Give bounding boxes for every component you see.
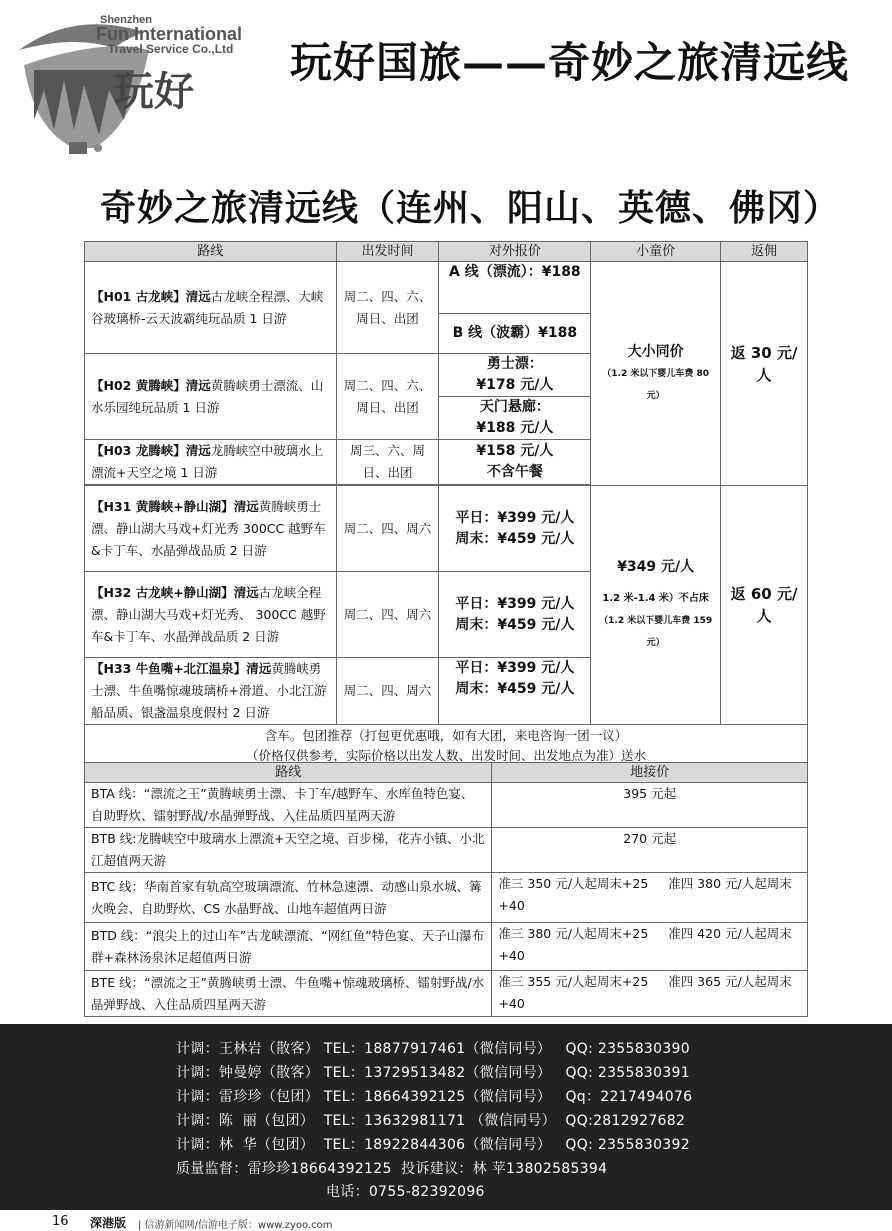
departure-cell: 周二、四、周六 bbox=[336, 486, 439, 572]
route-cell: BTB 线:龙腾峡空中玻璃水上漂流+天空之境、百步梯，花卉小镇、小北江超值两天游 bbox=[85, 828, 492, 873]
price-cell: A 线（漂流）：¥188 bbox=[439, 262, 591, 314]
local-price-table bbox=[84, 762, 808, 1017]
child-price-cell: 大小同价 （1.2 米以下婴儿车费 80 元） bbox=[591, 262, 721, 486]
price-cell: B 线（波霸）¥188 bbox=[439, 314, 591, 354]
route-cell: BTD 线：“浪尖上的过山车”古龙峡漂流、“网红鱼”特色宴、天子山瀑布群+森林汤泉沐足超值两日游 bbox=[85, 923, 492, 971]
header-route: 路线 bbox=[85, 242, 337, 262]
departure-cell: 周二、四、周六 bbox=[336, 572, 439, 658]
contact-line: 计调：陈 丽（包团） TEL：13632981171 （微信同号） QQ:2812927682 bbox=[176, 1113, 686, 1129]
table-header-row bbox=[85, 242, 808, 262]
local-price-cell: 准三 355 元/人起周末+25 准四 365 元/人起周末+40 bbox=[492, 971, 808, 1017]
page-number: 16 bbox=[52, 1214, 69, 1229]
table-row bbox=[85, 262, 808, 314]
header-local-price: 地接价 bbox=[492, 763, 808, 783]
header-child-price: 小童价 bbox=[591, 242, 721, 262]
price-cell: ¥158 元/人 不含午餐 bbox=[439, 440, 591, 485]
site-label: | 信游新闻网/信游电子版：www.zyoo.com bbox=[138, 1220, 333, 1231]
route-cell: BTE 线：“漂流之王”黄腾峡勇士漂、牛鱼嘴+惊魂玻璃桥、镭射野战/水晶弹野战、入住品质四星两天游 bbox=[85, 971, 492, 1017]
page-footer bbox=[0, 1210, 892, 1230]
phone-line: 电话：0755-82392096 bbox=[326, 1184, 485, 1200]
local-price-cell: 270 元起 bbox=[492, 828, 808, 873]
local-price-cell: 准三 350 元/人起周末+25 准四 380 元/人起周末+40 bbox=[492, 873, 808, 923]
route-cell: 【H31 黄腾峡+静山湖】清远黄腾峡勇士漂、静山湖大马戏+灯光秀 300CC 越野车&卡丁车、水晶弹战品质 2 日游 bbox=[85, 486, 337, 572]
sub-title: 奇妙之旅清远线（连州、阳山、英德、佛冈） bbox=[100, 187, 841, 229]
route-cell: 【H03 龙腾峡】清远龙腾峡空中玻璃水上漂流+天空之境 1 日游 bbox=[85, 440, 337, 485]
logo-name-line2: Travel Service Co.,Ltd bbox=[108, 42, 234, 56]
logo-name-line1: Fun International bbox=[96, 24, 242, 44]
quality-line: 质量监督：雷珍珍18664392125 投诉建议：林 苹13802585394 bbox=[176, 1161, 608, 1177]
departure-cell: 周三、六、周日、出团 bbox=[336, 440, 439, 485]
commission-cell: 返 60 元/人 bbox=[721, 486, 808, 725]
price-table bbox=[84, 241, 808, 767]
table-row bbox=[85, 971, 808, 1017]
contact-footer bbox=[0, 1024, 892, 1210]
contact-line: 计调：王林岩（散客） TEL：18877917461（微信同号） QQ: 2355830390 bbox=[176, 1041, 690, 1057]
commission-cell: 返 30 元/人 bbox=[721, 262, 808, 486]
logo-cn-name: 玩好 bbox=[114, 70, 194, 114]
header-route: 路线 bbox=[85, 763, 492, 783]
table-row bbox=[85, 923, 808, 971]
price-cell: 勇士漂： ¥178 元/人 bbox=[439, 354, 591, 397]
route-cell: 【H02 黄腾峡】清远黄腾峡勇士漂流、山水乐园纯玩品质 1 日游 bbox=[85, 354, 337, 440]
logo-city: Shenzhen bbox=[100, 14, 152, 26]
main-title: 玩好国旅——奇妙之旅清远线 bbox=[290, 38, 850, 87]
header-departure: 出发时间 bbox=[336, 242, 439, 262]
table-note-row bbox=[85, 725, 808, 767]
route-cell: 【H32 古龙峡+静山湖】清远古龙峡全程漂、静山湖大马戏+灯光秀、 300CC 越野车&卡丁车、水晶弹战品质 2 日游 bbox=[85, 572, 337, 658]
header-price: 对外报价 bbox=[439, 242, 591, 262]
price-cell: 平日：¥399 元/人 周末：¥459 元/人 bbox=[439, 658, 591, 725]
departure-cell: 周二、四、六、周日、出团 bbox=[336, 262, 439, 354]
table-row bbox=[85, 873, 808, 923]
contact-line: 计调：钟曼婷（散客） TEL：13729513482（微信同号） QQ: 2355830391 bbox=[176, 1065, 690, 1081]
price-cell: 平日：¥399 元/人 周末：¥459 元/人 bbox=[439, 486, 591, 572]
route-cell: 【H01 古龙峡】清远古龙峡全程漂、大峡谷玻璃桥-云天波霸纯玩品质 1 日游 bbox=[85, 262, 337, 354]
table-row bbox=[85, 783, 808, 828]
table-note: 含车。包团推荐（打包更优惠哦，如有大团，来电咨询一团一议） （价格仅供参考，实际价格以出发人数、出发时间、出发地点为准）送水 bbox=[85, 725, 808, 767]
table-header-row bbox=[85, 763, 808, 783]
price-cell: 平日：¥399 元/人 周末：¥459 元/人 bbox=[439, 572, 591, 658]
table-row bbox=[85, 486, 808, 572]
departure-cell: 周二、四、六、周日、出团 bbox=[336, 354, 439, 440]
header-commission: 返佣 bbox=[721, 242, 808, 262]
price-cell: 天门悬廊： ¥188 元/人 bbox=[439, 397, 591, 440]
route-cell: BTC 线：华南首家有轨高空玻璃漂流、竹林急速漂、动感山泉水城、篝火晚会、自助野炊、CS 水晶野战、山地车超值两日游 bbox=[85, 873, 492, 923]
route-cell: BTA 线：“漂流之王”黄腾峡勇士漂、卡丁车/越野车、水库鱼特色宴、自助野炊、镭射野战/水晶弹野战、入住品质四星两天游 bbox=[85, 783, 492, 828]
departure-cell: 周二、四、周六 bbox=[336, 658, 439, 725]
company-logo bbox=[14, 10, 264, 170]
table-row bbox=[85, 828, 808, 873]
child-price-cell: ¥349 元/人 1.2 米-1.4 米）不占床 （1.2 米以下婴儿车费 159 元） bbox=[591, 486, 721, 725]
local-price-cell: 395 元起 bbox=[492, 783, 808, 828]
contact-line: 计调：林 华（包团） TEL：18922844306（微信同号） QQ: 2355830392 bbox=[176, 1137, 690, 1153]
local-price-cell: 准三 380 元/人起周末+25 准四 420 元/人起周末+40 bbox=[492, 923, 808, 971]
edition-label: 深港版 bbox=[90, 1216, 127, 1230]
route-cell: 【H33 牛鱼嘴+北江温泉】清远黄腾峡勇士漂、牛鱼嘴惊魂玻璃桥+滑道、小北江游船品质、银盏温泉度假村 2 日游 bbox=[85, 658, 337, 725]
contact-line: 计调：雷珍珍（包团） TEL：18664392125（微信同号） Qq：2217494076 bbox=[176, 1089, 693, 1105]
